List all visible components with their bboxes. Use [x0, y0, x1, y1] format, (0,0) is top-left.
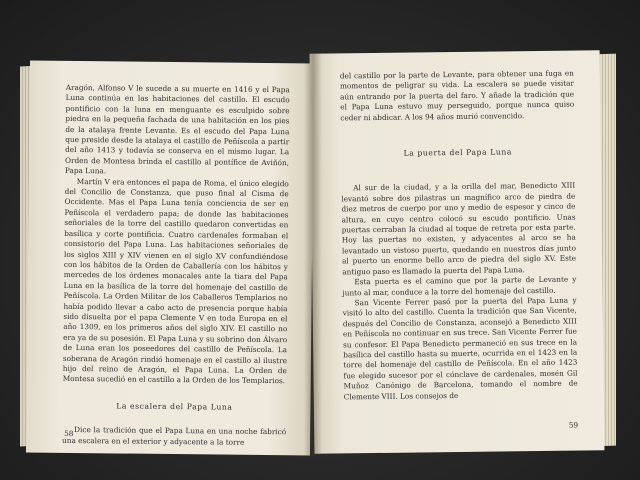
right-paragraph-3: San Vicente Ferrer pasó por la puerta del Papa Luna y visitó lo alto del castillo. Cuenta la tradición que San Vicente, después del Concilio de Constanza, aconsejó a Benedicto XIII en Peñíscola no continuar en sus trece. San Vicente Ferrer fue su confesor. El Papa Benedicto permaneció en sus trece en la basílica del castillo hasta su muerte, ocurrida en el 1423 en la torre del homenaje del castillo de Peñíscola. En el año 1423 fue elegido sucesor por el cónclave de cardenales, mosén Gil Muñoz Canónigo de Barcelona, tomando el nombre de Clemente VIII. Los consejos de [342, 295, 578, 401]
left-page-number: 58 [64, 428, 74, 438]
left-paragraph-2: Martín V era entonces el papa de Roma, el único elegido del Concilio de Constanza, que puso final al Cisma de Occidente. Mas el Papa Luna tenía conciencia de ser en Peñíscola el verdadero papa; de donde las habitaciones señoriales de la torre del castillo quedaron convertidas en basílica y corte pontificia. Cuatro cardenales formaban el consistorio del Papa Luna. Las habitaciones señoriales de los siglos XIII y XIV vienen en el siglo XV confundiéndose con los hábitos de la Orden de Caballería con los hábitos y mercedes de los órdenes monacales ante la tiara del Papa Luna en la basílica de la torre del homenaje del castillo de Peñíscola. La Orden Militar de los Caballeros Templarios no había podido llevar a cabo acto de presencia porque había sido disuelta por el papa Clemente V en toda Europa en el año 1309, en los primeros años del siglo XIV. El castillo no era ya de su posesión. El Papa Luna y su sobrino don Álvaro de Luna eran los poseedores del castillo de Peñíscola. La soberana de Aragón rindió homenaje en el castillo al ilustre hijo del reino de Aragón, el Papa Luna. La Orden de Montesa sucedió en el castillo a la Orden de los Templarios. [62, 176, 289, 386]
right-opening-paragraph: del castillo por la parte de Levante, para obtener una fuga en momentos de peligrar su vida. La escalera se puede visitar aún entrando por la puerta del faro. Y añade la tradición que el Papa Luna estuvo muy perseguido, porque nunca quiso ceder ni abdicar. A los 94 años murió convencido. [339, 68, 575, 123]
book-gutter [304, 52, 322, 456]
right-page-number: 59 [568, 420, 579, 430]
right-section-heading: La puerta del Papa Luna [403, 147, 512, 158]
left-section-heading: La escalera del Papa Luna [116, 401, 233, 412]
open-book [28, 52, 606, 462]
left-closing-paragraph: Dice la tradición que el Papa Luna en una noche fabricó una escalera en el exterior y adyacente a la torre [62, 425, 287, 447]
right-paragraph-2: Esta puerta es el camino que por la parte de Levante y junto al mar, conduce a la torre del homenaje del castillo. [342, 274, 577, 297]
left-page [26, 61, 314, 456]
left-paragraph-1: Aragón, Alfonso V le sucede a su muerte en 1416 y el Papa Luna continúa en las habitaciones del castillo. El escudo pontificio con la luna en menguante es esculpido sobre piedra en la pequeña fachada de una habitación en los pies de la atalaya frente Levante. Es el escudo del Papa Luna que preside desde la atalaya el castillo de Peñíscola a partir del año 1413 y todavía se conserva en el mismo lugar. La Orden de Montesa brinda el castillo al pontífice de Aviñón, Papa Luna. [64, 82, 290, 176]
right-paragraph-1: Al sur de la ciudad, y a la orilla del mar, Benedicto XIII levantó sobre dos pilastras un magnífico arco de piedra de diez metros de cuerpo por uno y medio de espesor y cinco de altura, en cuyo centro colocó su escudo pontificio. Unas puertas cerraban la ciudad al toque de retreta por esta parte. Hoy las puertas no existen, y adyacentes al arco se ha levantado un vistoso puerto, quedando en nuestros días junto al puerto un enorme bello arco de piedra del siglo XV. Este antiguo paso es llamado la puerta del Papa Luna. [341, 180, 577, 277]
right-page [310, 50, 605, 454]
